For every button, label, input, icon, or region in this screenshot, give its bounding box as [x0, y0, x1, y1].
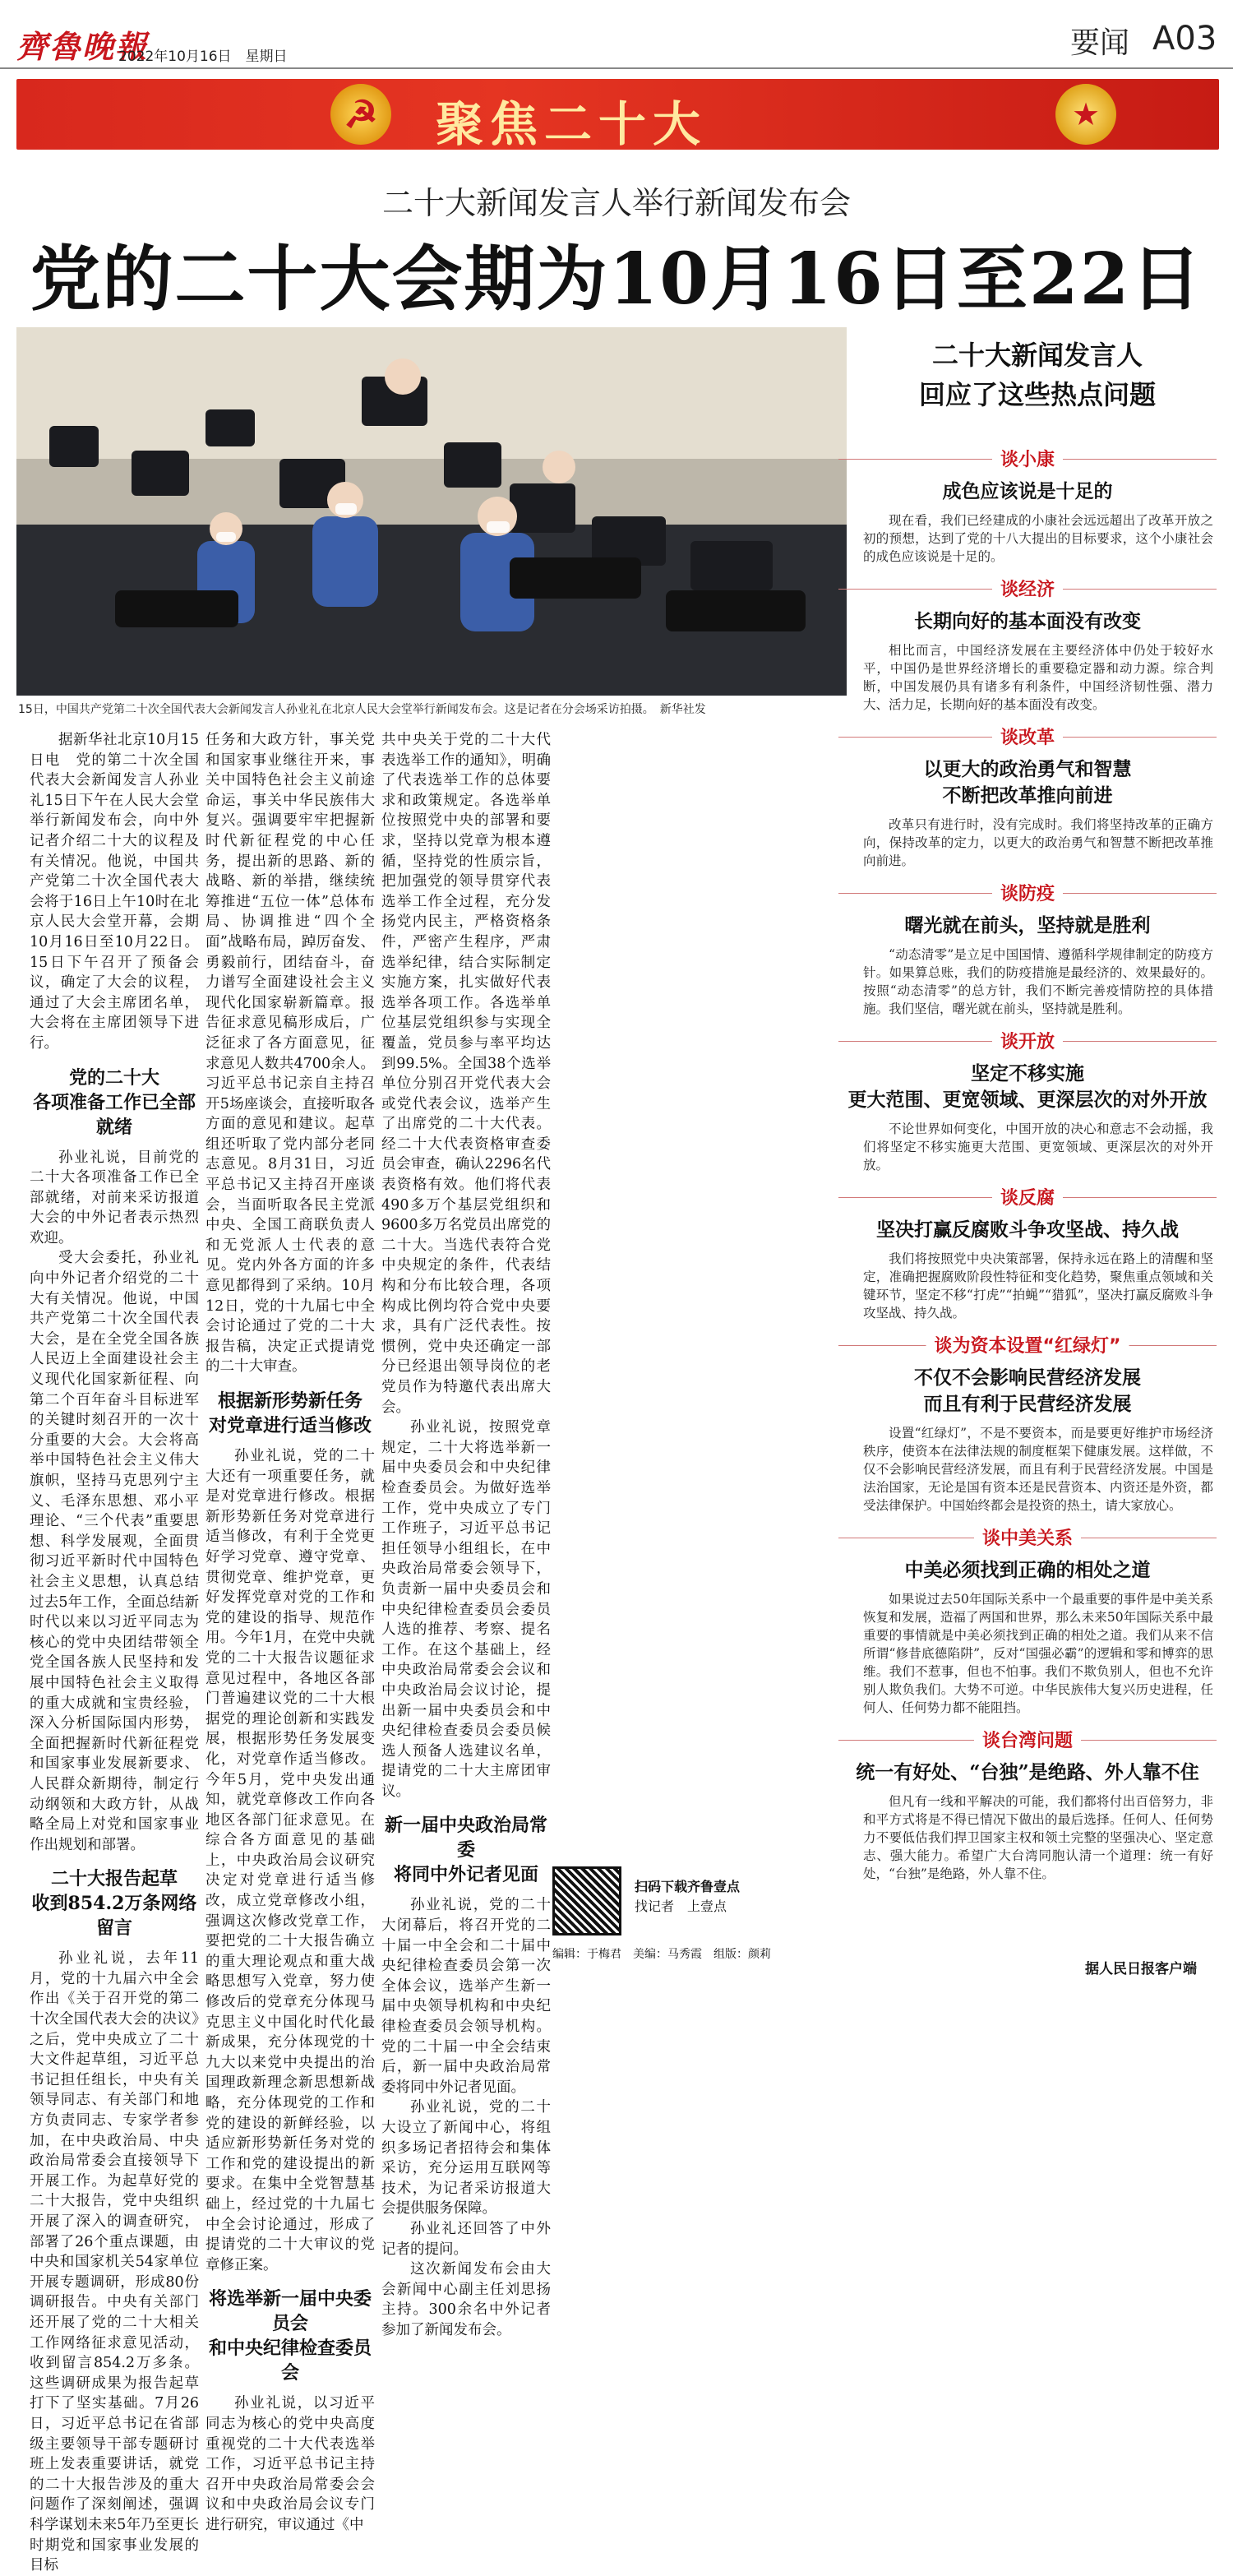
section-text: 现在看，我们已经建成的小康社会远远超出了改革开放之初的预想，达到了党的十八大提出的目标要求，这个小康社会的成色应该说是十足的。 [863, 513, 1213, 564]
issue-date: 2022年10月16日 星期日 [118, 49, 288, 65]
qr-code-icon[interactable] [552, 1866, 621, 1935]
page-number: A03 [1152, 20, 1217, 58]
section-text: 设置“红绿灯”，不是不要资本，而是要更好维护市场经济秩序，使资本在法律法规的制度框架下健康发展。这样做，不仅不会影响民营经济发展，而且有利于民营经济发展。中国是法治国家，无论是国有资本还是民营资本、内资还是外资，都受法律保护。中国始终都会是投资的热土，请大家放心。 [863, 1426, 1213, 1513]
section-tag-line [830, 720, 1225, 753]
sidebar-section [830, 572, 1225, 714]
section-tag: 谈中美关系 [974, 1524, 1081, 1550]
sidebar-section [830, 1024, 1225, 1174]
masthead [0, 0, 1233, 69]
sidebar-section [830, 1329, 1225, 1515]
section-tag-line [830, 442, 1225, 475]
article-paragraph: 孙业礼说，按照党章规定，二十大将选举新一届中央委员会和中央纪律检查委员会。为做好选举工作，党中央成立了专门工作班子，习近平总书记担任领导小组组长，在中央政治局常委会领导下，负责新一届中央委员会和中央纪律检查委员会委员人选的推荐、考察、提名工作。在这个基础上，经中央政治局常委会会议和中央政治局会议讨论，提出新一届中央委员会和中央纪律检查委员会委员候选人预备人选建议名单，提请党的二十大主席团审议。 [381, 1419, 551, 1800]
article-subheading: 将选举新一届中央委员会 和中央纪律检查委员会 [208, 2288, 372, 2384]
sidebar-section [830, 720, 1225, 870]
article-paragraph: 孙业礼说，以习近平同志为核心的党中央高度重视党的二十大代表选举工作，习近平总书记主持召开中央政治局常委会会议和中央政治局会议专门进行研究，审议通过《中 [206, 2395, 375, 2533]
section-title: 统一有好处、“台独”是绝路、外人靠不住 [856, 1761, 1199, 1783]
section-text: 改革只有进行时，没有完成时。我们将坚持改革的正确方向，保持改革的定力，以更大的政治勇气和智慧不断把改革推向前进。 [863, 817, 1213, 868]
section-tag-line [830, 572, 1225, 605]
section-title: 长期向好的基本面没有改变 [914, 610, 1141, 632]
article-paragraph: 这次新闻发布会由大会新闻中心副主任刘思扬主持。300余名中外记者参加了新闻发布会。 [381, 2261, 551, 2338]
article-subheading: 新一届中央政治局常委 将同中外记者见面 [384, 1815, 547, 1886]
article-paragraph: 孙业礼说，党的二十大闭幕后，将召开党的二十届一中全会和二十届中央纪律检查委员会第一次全体会议，选举产生新一届中央领导机构和中央纪律检查委员会领导机构。党的二十届一中全会结束后，新一届中央政治局常委将同中外记者见面。 [381, 1897, 551, 2096]
section-text: “动态清零”是立足中国国情、遵循科学规律制定的防疫方针。如果算总账，我们的防疫措施是最经济的、效果最好的。按照“动态清零”的总方针，我们不断完善疫情防控的具体措施。我们坚信，曙光就在前头，坚持就是胜利。 [863, 947, 1213, 1016]
section-title: 坚定不移实施 更大范围、更宽领域、更深层次的对外开放 [847, 1062, 1208, 1111]
section-tag-line [830, 1181, 1225, 1214]
editors-credit: 编辑：于梅君 美编：马秀霞 组版：颜莉 [552, 1948, 771, 1961]
section-title: 成色应该说是十足的 [942, 480, 1113, 502]
article-paragraph: 据新华社北京10月15日电 党的第二十次全国代表大会新闻发言人孙业礼15日下午在人民大会堂举行新闻发布会，向中外记者介绍二十大的议程及有关情况。他说，中国共产党第二十次全国代表大会将于16日上午10时在北京人民大会堂开幕，会期10月16日至10月22日。15日下午召开了预备会议，确定了大会的议程，通过了大会主席团名单，大会将在主席团领导下进行。 [30, 732, 199, 1052]
section-tag-line [830, 1723, 1225, 1756]
section-tag: 谈为资本设置“红绿灯” [926, 1332, 1129, 1357]
party-emblem-icon: ☭ [330, 84, 391, 145]
section-tag: 谈改革 [992, 724, 1063, 749]
photo-caption: 15日，中国共产党第二十次全国代表大会新闻发言人孙业礼在北京人民大会堂举行新闻发布会。这是记者在分会场采访拍摄。 新华社发 [18, 703, 706, 716]
section-text: 我们将按照党中央决策部署，保持永远在路上的清醒和坚定，准确把握腐败阶段性特征和变化趋势，聚焦重点领域和关键环节，坚定不移“打虎”“拍蝇”“猎狐”，坚决打赢反腐败斗争攻坚战、持久战。 [863, 1251, 1213, 1320]
article-column-2 [206, 730, 375, 2536]
subheadline: 二十大新闻发言人举行新闻发布会 [381, 185, 851, 221]
section-title: 曙光就在前头，坚持就是胜利 [904, 914, 1151, 937]
sidebar-section [830, 1521, 1225, 1717]
section-text: 如果说过去50年国际关系中一个最重要的事件是中美关系恢复和发展，造福了两国和世界，那么未来50年国际关系中最重要的事情就是中美必须找到正确的相处之道。我们从来不信所谓“修昔底德陷阱”，反对“国强必霸”的逻辑和零和博弈的思维。我们不惹事，但也不怕事。我们不欺负别人，但也不允许别人欺负我们。大势不可逆。中华民族伟大复兴历史进程，任何人、任何势力都不能阻挡。 [863, 1592, 1213, 1715]
sidebar-section [830, 1723, 1225, 1883]
press-conference-photo [16, 327, 847, 696]
section-title: 坚决打赢反腐败斗争攻坚战、持久战 [876, 1219, 1179, 1241]
section-title: 以更大的政治勇气和智慧 不断把改革推向前进 [923, 758, 1132, 807]
sidebar-title [861, 335, 1213, 414]
article-paragraph: 孙业礼说，党的二十大还有一项重要任务，就是对党章进行修改。根据新形势新任务对党章进行适当修改，有利于全党更好学习党章、遵守党章、贯彻党章、维护党章，更好发挥党章对党的工作和党的建设的指导、规范作用。今年1月，在党中央就党的二十大报告议题征求意见过程中，各地区各部门普遍建议党的二十大根据党的理论创新和实践发展，根据形势任务发展变化，对党章作适当修改。今年5月，党中央发出通知，就党章修改工作向各地区各部门征求意见。在综合各方面意见的基础上，中央政治局会议研究决定对党章进行适当修改，成立党章修改小组，强调这次修改党章工作，要把党的二十大报告确立的重大理论观点和重大战略思想写入党章，努力使修改后的党章充分体现马克思主义中国化时代化最新成果，充分体现党的十九大以来党中央提出的治国理政新理念新思想新战略，充分体现党的工作和党的建设的新鲜经验，以适应新形势新任务对党的工作和党的建设提出的新要求。在集中全党智慧基础上，经过党的十九届七中全会讨论通过，形成了提请党的二十大审议的党章修正案。 [206, 1448, 375, 2273]
section-tag: 谈小康 [992, 446, 1063, 471]
section-tag: 谈反腐 [992, 1184, 1063, 1209]
section-text: 相比而言，中国经济发展在主要经济体中仍处于较好水平，中国仍是世界经济增长的重要稳定器和动力源。综合判断，中国发展仍具有诸多有利条件，中国经济韧性强、潜力大、活力足，长期向好的基本面没有改变。 [863, 643, 1213, 712]
section-text: 不论世界如何变化，中国开放的决心和意志不会动摇，我们将坚定不移实施更大范围、更宽领域、更深层次的对外开放。 [863, 1122, 1213, 1172]
sidebar-section [830, 876, 1225, 1018]
section-tag: 谈开放 [992, 1028, 1063, 1053]
sidebar-section [830, 442, 1225, 566]
section-tag-line [830, 1329, 1225, 1362]
feature-banner [16, 79, 1219, 150]
sidebar-source: 据人民日报客户端 [1085, 1961, 1197, 1977]
article-paragraph: 受大会委托，孙业礼向中外记者介绍党的二十大有关情况。他说，中国共产党第二十次全国代表大会，是在全党全国各族人民迈上全面建设社会主义现代化国家新征程、向第二个百年奋斗目标进军的关键时刻召开的一次十分重要的大会。大会将高举中国特色社会主义伟大旗帜，坚持马克思列宁主义、毛泽东思想、邓小平理论、“三个代表”重要思想、科学发展观，全面贯彻习近平新时代中国特色社会主义思想，认真总结过去5年工作，全面总结新时代以来以习近平同志为核心的党中央团结带领全党全国各族人民坚持和发展中国特色社会主义取得的重大成就和宝贵经验，深入分析国际国内形势，全面把握新时代新征程党和国家事业发展新要求、人民群众新期待，制定行动纲领和大政方针，从战略全局上对党和国家事业作出规划和部署。 [30, 1250, 199, 1853]
article-subheading: 党的二十大 各项准备工作已全部就绪 [32, 1066, 196, 1138]
article-subheading: 根据新形势新任务 对党章进行适当修改 [208, 1390, 372, 1436]
photo-illustration [16, 327, 847, 696]
sidebar-title-line-1: 二十大新闻发言人 [931, 340, 1143, 371]
banner-title: 聚焦二十大 [436, 96, 708, 152]
article-subheading: 二十大报告起草 收到854.2万条网络留言 [31, 1868, 197, 1940]
article-column-1 [30, 730, 199, 2576]
article-paragraph: 孙业礼说，目前党的二十大各项准备工作已全部就绪，对前来采访报道大会的中外记者表示热烈欢迎。 [30, 1149, 199, 1246]
national-emblem-icon: ★ [1055, 84, 1116, 145]
section-title: 中美必须找到正确的相处之道 [904, 1559, 1151, 1581]
sidebar-sections [830, 442, 1225, 1889]
sidebar-section [830, 1181, 1225, 1322]
section-tag-line [830, 1521, 1225, 1554]
article-column-3 [381, 730, 551, 2341]
article-paragraph: 孙业礼还回答了中外记者的提问。 [381, 2220, 551, 2258]
section-tag: 谈台湾问题 [974, 1727, 1081, 1752]
qr-label-2: 找记者 上壹点 [635, 1898, 727, 1914]
qr-label: 扫码下载齐鲁壹点 [635, 1879, 741, 1894]
article-paragraph: 任务和大政方针，事关党和国家事业继往开来，事关中国特色社会主义前途命运，事关中华民族伟大复兴。强调要牢牢把握新时代新征程党的中心任务，提出新的思路、新的战略、新的举措，继续统筹推进“五位一体”总体布局、协调推进“四个全面”战略布局，踔厉奋发、勇毅前行，团结奋斗，奋力谱写全面建设社会主义现代化国家崭新篇章。报告征求意见稿形成后，广泛征求了各方面意见，征求意见人数共4700余人。习近平总书记亲自主持召开5场座谈会，直接听取各方面的意见和建议。起草组还听取了党内部分老同志意见。8月31日，习近平总书记又主持召开座谈会，当面听取各民主党派中央、全国工商联负责人和无党派人士代表的意见。党内外各方面的许多意见都得到了采纳。10月12日，党的十九届七中全会讨论通过了党的二十大报告稿，决定正式提请党的二十大审查。 [206, 732, 375, 1376]
section-tag: 谈经济 [992, 576, 1063, 601]
section-tag-line [830, 876, 1225, 909]
article-paragraph: 孙业礼说，党的二十大设立了新闻中心，将组织多场记者招待会和集体采访，充分运用互联网等技术，为记者采访报道大会提供服务保障。 [381, 2099, 551, 2218]
sidebar-title-line-2: 回应了这些热点问题 [918, 379, 1156, 410]
section-tag: 谈防疫 [992, 880, 1063, 905]
article-paragraph: 孙业礼说，去年11月，党的十九届六中全会作出《关于召开党的第二十次全国代表大会的决议》之后，党中央成立了二十大文件起草组，习近平总书记担任组长，中央有关领导同志、有关部门和地方负责同志、专家学者参加，在中央政治局、中央政治局常委会直接领导下开展工作。为起草好党的二十大报告，党中央组织开展了深入的调查研究，部署了26个重点课题，由中央和国家机关54家单位开展专题调研，形成80份调研报告。中央有关部门还开展了党的二十大相关工作网络征求意见活动，收到留言854.2万多条。这些调研成果为报告起草打下了坚实基础。7月26日，习近平总书记在省部级主要领导干部专题研讨班上发表重要讲话，就党的二十大报告涉及的重大问题作了深刻阐述，强调科学谋划未来5年乃至更长时期党和国家事业发展的目标 [30, 1950, 199, 2574]
section-title: 不仅不会影响民营经济发展 而且有利于民营经济发展 [914, 1367, 1141, 1415]
article-paragraph: 共中央关于党的二十大代表选举工作的通知》，明确了代表选举工作的总体要求和政策规定。各选举单位按照党中央的部署和要求，坚持以党章为根本遵循，坚持党的性质宗旨，把加强党的领导贯穿代表选举工作全过程，充分发扬党内民主，严格资格条件，严密产生程序，严肃选举纪律，结合实际制定实施方案，扎实做好代表选举各项工作。各选举单位基层党组织参与实现全覆盖，党员参与率平均达到99.5%。全国38个选举单位分别召开党代表大会或党代表会议，选举产生了出席党的二十大代表。经二十大代表资格审查委员会审查，确认2296名代表资格有效。他们将代表490多万个基层党组织和9600多万名党员出席党的二十大。当选代表符合党中央规定的条件，代表结构和分布比较合理，各项构成比例均符合党中央要求，具有广泛代表性。按惯例，党中央还确定一部分已经退出领导岗位的老党员作为特邀代表出席大会。 [381, 732, 551, 1416]
section-name: 要闻 [1070, 26, 1130, 60]
section-tag-line [830, 1024, 1225, 1057]
headline: 党的二十大会期为10月16日至22日 [30, 238, 1203, 321]
section-text: 但凡有一线和平解决的可能，我们都将付出百倍努力，非和平方式将是不得已情况下做出的最后选择。任何人、任何势力不要低估我们捍卫国家主权和领土完整的坚强决心、坚定意志、强大能力。希望广大台湾同胞认清一个道理：统一有好处，“台独”是绝路，外人靠不住。 [863, 1794, 1213, 1881]
newspaper-logo: 齊魯晚報 [16, 28, 149, 65]
